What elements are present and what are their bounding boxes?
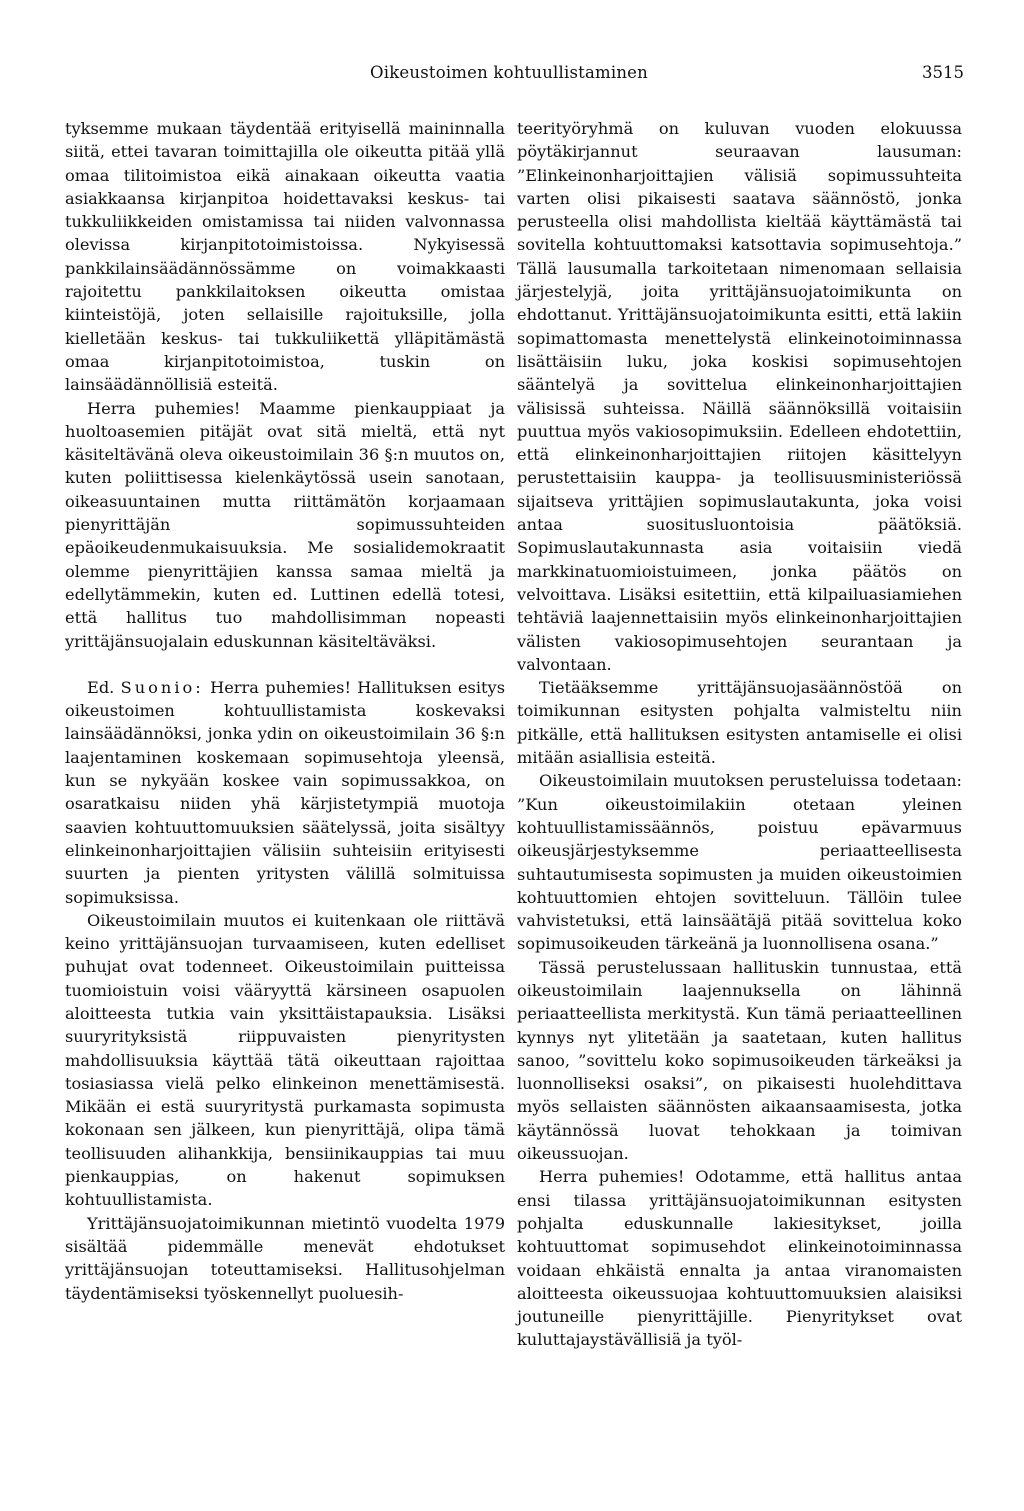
paragraph: Oikeustoimilain muutoksen perusteluissa todetaan: ”Kun oikeustoimilakiin otetaan yleinen kohtuullistamissäännös, poistuu epävarmuus oikeusjärjestyksemme periaatteellisesta suhtautumisesta sopimusten ja muiden oikeustoimien kohtuuttomien ehtojen sovitteluun. Tällöin tulee vahvistetuksi, että lainsäätäjä pitää sovittelua koko sopimusoikeuden tärkeänä ja luonnollisena osana.” [517, 771, 962, 954]
running-title: Oikeustoimen kohtuullistaminen [370, 63, 648, 82]
speaker-text: Herra puhemies! Hallituksen esitys oikeustoimen kohtuullistamista koskevaksi lainsäädännöksi, jonka ydin on oikeustoimilain 36 §:n laajentaminen koskemaan sopimusehtoja yleensä, kun se nykyään koskee vain sopimussakkoa, on osaratkaisu niiden yhä kärjistetympiä muotoja saavien kohtuuttomuuksien säätelyssä, joita sisältyy elinkeinonharjoittajien välisiin suhteisiin erityisesti suurten ja pienten yritysten välillä solmituissa sopimuksissa. [65, 677, 505, 907]
paragraph: tyksemme mukaan täydentää erityisellä maininnalla siitä, ettei tavaran toimittajilla ole oikeutta pitää yllä omaa tilitoimistoa eikä ainakaan oikeutta vaatia asiakkaansa kirjanpitoa hoidettavaksi keskus- tai tukkuliikkeiden omistamissa tai niiden valvonnassa olevissa kirjanpitotoimistoissa. Nykyisessä pankkilainsäädännössämme on voimakkaasti rajoitettu pankkilaitoksen oikeutta omistaa kiinteistöjä, joten sellaisille rajoituksille, jolla kielletään keskus- tai tukkuliikettä ylläpitämästä omaa kirjanpitotoimistoa, tuskin on lainsäädännöllisiä esteitä. [65, 119, 505, 395]
paragraph: Herra puhemies! Odotamme, että hallitus antaa ensi tilassa yrittäjänsuojatoimikunnan esitysten pohjalta eduskunnalle lakiesitykset, joilla kohtuuttomat sopimusehdot elinkeinotoiminnassa voidaan ehkäistä ennalta ja antaa viranomaisten aloitteesta oikeussuojaa kohtuuttomuuksien alaisiksi joutuneille pienyrittäjille. Pienyritykset ovat kuluttajaystävällisiä ja työl- [517, 1167, 962, 1350]
speaker-name: Suonio: [120, 677, 204, 697]
paragraph: Herra puhemies! Maamme pienkauppiaat ja huoltoasemien pitäjät ovat sitä mieltä, että nyt käsiteltävänä oleva oikeustoimilain 36 §:n muutos on, kuten poliittisessa kielenkäytössä usein sanotaan, oikeasuuntainen mutta riittämätön korjaamaan pienyrittäjän sopimussuhteiden epäoikeudenmukaisuuksia. Me sosialidemokraatit olemme pienyrittäjien kanssa samaa mieltä ja edellytämmekin, kuten ed. Luttinen edellä totesi, että hallitus tuo mahdollisimman nopeasti yrittäjänsuojalain eduskunnan käsiteltäväksi. [65, 398, 505, 651]
paragraph: teerityöryhmä on kuluvan vuoden elokuussa pöytäkirjannut seuraavan lausuman: ”Elinkeinonharjoittajien välisiä sopimussuhteita varten olisi pikaisesti saatava säännöstö, jonka perusteella olisi mahdollista kieltää käyttämästä tai sovitella kohtuuttomaksi katsottavia sopimusehtoja.” Tällä lausumalla tarkoitetaan nimenomaan sellaisia järjestelyjä, joita yrittäjänsuojatoimikunta on ehdottanut. Yrittäjänsuojatoimikunta esitti, että lakiin sopimattomasta menettelystä elinkeinotoiminnassa lisättäisiin luku, joka koskisi sopimusehtojen sääntelyä ja sovittelua elinkeinonharjoittajien välisissä suhteissa. Näillä säännöksillä voitaisiin puuttua myös vakiosopimuksiin. Edelleen ehdotettiin, että elinkeinonharjoittajien riitojen käsittelyyn perustettaisiin kauppa- ja teollisuusministeriössä sijaitseva yrittäjien sopimuslautakunta, joka voisi antaa suositusluontoisia päätöksiä. Sopimuslautakunnasta asia voitaisiin viedä markkinatuomioistuimeen, jonka päätös on velvoittava. Lisäksi esitettiin, että kilpailuasiamiehen tehtäviä laajennettaisiin myös elinkeinonharjoittajien välisten vakiosopimusehtojen seurantaan ja valvontaan. [517, 119, 962, 674]
speaker-prefix: Ed. [87, 677, 115, 697]
left-column [65, 117, 505, 1305]
speaker-paragraph [65, 676, 505, 909]
paragraph: Yrittäjänsuojatoimikunnan mietintö vuodelta 1979 sisältää pidemmälle menevät ehdotukset yrittäjänsuojan toteuttamiseksi. Hallitusohjelman täydentämiseksi työskennellyt puoluesih- [65, 1213, 505, 1303]
page-number: 3515 [922, 63, 964, 82]
paragraph: Tietääksemme yrittäjänsuojasäännöstöä on toimikunnan esitysten pohjalta valmisteltu niin pitkälle, että hallituksen esitysten antamiselle ei olisi mitään asiallisia esteitä. [517, 678, 962, 768]
page-header [0, 63, 1024, 93]
paragraph: Oikeustoimilain muutos ei kuitenkaan ole riittävä keino yrittäjänsuojan turvaamiseen, kuten edelliset puhujat ovat todenneet. Oikeustoimilain puitteissa tuomioistuin voisi vääryyttä kärsineen osapuolen aloitteesta tutkia vain yksittäistapauksia. Lisäksi suuryrityksistä riippuvaisten pienyritysten mahdollisuuksia käyttää tätä oikeuttaan rajoittaa tosiasiassa vielä pelko elinkeinon menettämisestä. Mikään ei estä suuryritystä purkamasta sopimusta kokonaan sen jälkeen, kun pienyrittäjä, olipa tämä teollisuuden alihankkija, bensiinikauppias tai muu pienkauppias, on hakenut sopimuksen kohtuullistamista. [65, 910, 505, 1210]
right-column [517, 117, 962, 1352]
paragraph: Tässä perustelussaan hallituskin tunnustaa, että oikeustoimilain laajennuksella on lähinnä periaatteellista merkitystä. Kun tämä periaatteellinen kynnys nyt ylitetään ja saatetaan, kuten hallitus sanoo, ”sovittelu koko sopimusoikeuden tärkeäksi ja luonnolliseksi osaksi”, on pikaisesti huolehdittava myös sellaisten säännösten aikaansaamisesta, jotka käytännössä luovat tehokkaan ja toimivan oikeussuojan. [517, 957, 962, 1164]
